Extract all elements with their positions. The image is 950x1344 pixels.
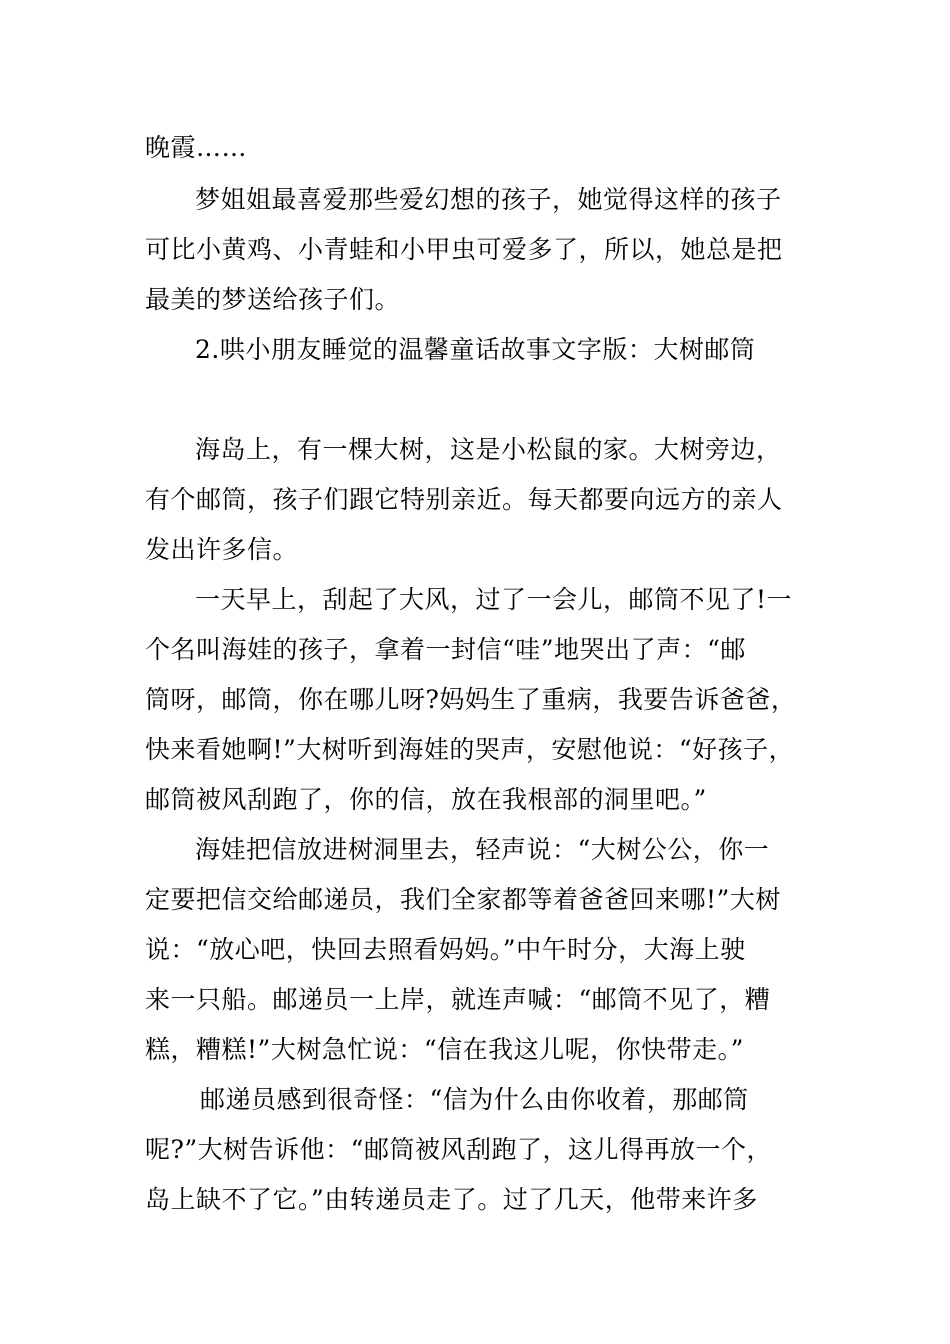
text-line: 快来看她啊!”大树听到海娃的哭声，安慰他说：“好孩子， — [145, 735, 795, 764]
text-line: 说：“放心吧，快回去照看妈妈。”中午时分，大海上驶 — [145, 935, 746, 964]
paragraph-start-line: 邮递员感到很奇怪：“信为什么由你收着，那邮筒 — [200, 1085, 749, 1114]
paragraph-start-line: 海娃把信放进树洞里去，轻声说：“大树公公，你一 — [195, 835, 770, 864]
text-line: 呢?”大树告诉他：“邮筒被风刮跑了，这儿得再放一个， — [145, 1135, 772, 1164]
text-line: 来一只船。邮递员一上岸，就连声喊：“邮筒不见了，糟 — [145, 985, 771, 1014]
text-line: 定要把信交给邮递员，我们全家都等着爸爸回来哪!”大树 — [145, 885, 781, 914]
paragraph-start-line: 梦姐姐最喜爱那些爱幻想的孩子，她觉得这样的孩子 — [195, 185, 782, 214]
text-line: 筒呀，邮筒，你在哪儿呀?妈妈生了重病，我要告诉爸爸， — [145, 685, 797, 714]
text-line: 晚霞…… — [145, 133, 248, 162]
text-line: 邮筒被风刮跑了，你的信，放在我根部的洞里吧。” — [145, 785, 707, 814]
section-heading: 2.哄小朋友睡觉的温馨童话故事文字版：大树邮筒 — [195, 335, 756, 364]
paragraph-start-line: 一天早上，刮起了大风，过了一会儿，邮筒不见了!一 — [195, 585, 793, 614]
paragraph-start-line: 海岛上，有一棵大树，这是小松鼠的家。大树旁边， — [195, 435, 782, 464]
text-line: 糕，糟糕!”大树急忙说：“信在我这儿呢，你快带走。” — [145, 1035, 744, 1064]
text-line: 可比小黄鸡、小青蛙和小甲虫可爱多了，所以，她总是把 — [145, 235, 783, 264]
text-line: 岛上缺不了它。”由转递员走了。过了几天，他带来许多 — [145, 1185, 758, 1214]
text-line: 有个邮筒，孩子们跟它特别亲近。每天都要向远方的亲人 — [145, 485, 783, 514]
text-line: 发出许多信。 — [145, 535, 299, 564]
text-line: 个名叫海娃的孩子，拿着一封信“哇”地哭出了声：“邮 — [145, 635, 746, 664]
text-line: 最美的梦送给孩子们。 — [145, 285, 401, 314]
